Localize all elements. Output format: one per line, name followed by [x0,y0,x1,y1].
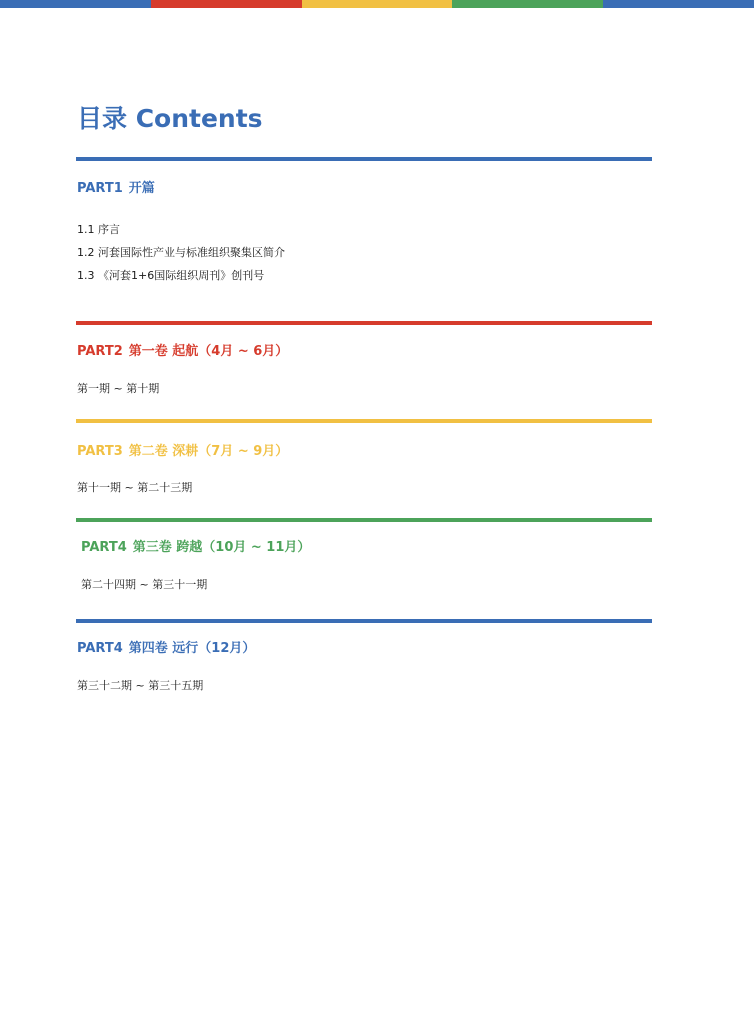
band-segment [603,0,754,8]
toc-entry[interactable]: 1.1 序言 [77,223,120,236]
toc-entry[interactable]: 1.2 河套国际性产业与标准组织聚集区简介 [77,246,285,259]
part-heading [77,640,255,658]
toc-entry[interactable]: 1.3 《河套1+6国际组织周刊》创刊号 [77,269,265,282]
section-divider [76,619,652,623]
part-heading [77,343,288,361]
section-divider [76,157,652,161]
part-heading [77,443,288,461]
toc-entry[interactable]: 第三十二期 ~ 第三十五期 [77,679,204,692]
part-label: PART2 [77,344,123,359]
section-divider [76,419,652,423]
band-segment [452,0,603,8]
part-title: 第二卷 深耕（7月 ~ 9月） [128,444,289,459]
part-label: PART4 [81,540,127,555]
part-title: 第三卷 跨越（10月 ~ 11月） [132,540,311,555]
band-segment [0,0,151,8]
part-title: 第四卷 远行（12月） [128,641,256,656]
part-title: 开篇 [128,181,155,196]
band-segment [151,0,302,8]
band-segment [302,0,453,8]
part-label: PART4 [77,641,123,656]
page-title: 目录 Contents [77,104,263,133]
part-heading [77,180,155,198]
toc-entry[interactable]: 第十一期 ~ 第二十三期 [77,481,193,494]
part-label: PART3 [77,444,123,459]
toc-entry[interactable]: 第二十四期 ~ 第三十一期 [81,578,208,591]
part-heading [81,539,310,557]
part-title: 第一卷 起航（4月 ~ 6月） [128,344,289,359]
section-divider [76,321,652,325]
part-label: PART1 [77,181,123,196]
section-divider [76,518,652,522]
toc-entry[interactable]: 第一期 ~ 第十期 [77,382,160,395]
top-color-band [0,0,754,8]
